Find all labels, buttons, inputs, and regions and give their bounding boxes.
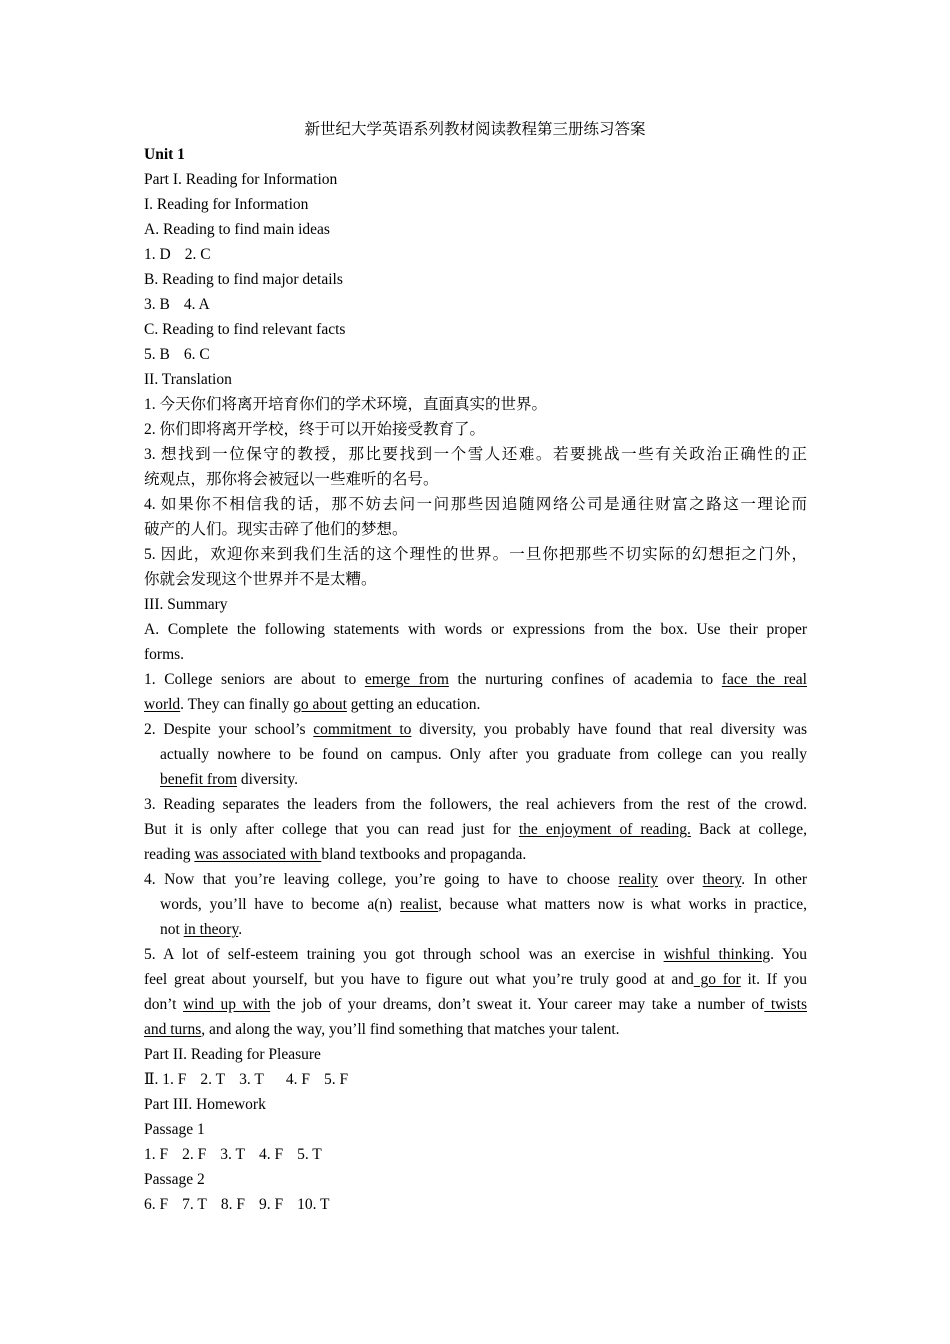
answer: 3. B (144, 296, 170, 313)
subsection-heading: C. Reading to find relevant facts (144, 321, 346, 338)
answer: 4. F (285, 1071, 310, 1088)
answer-blank: reality (618, 871, 659, 888)
summary-line (144, 692, 807, 717)
answer-line (144, 242, 807, 267)
text: . (238, 921, 243, 938)
text: the nurturing confines of academia to (448, 671, 722, 688)
text: diversity. (237, 771, 299, 788)
answer-blank: was associated with (194, 846, 322, 863)
answer: 1. D (144, 246, 171, 263)
text: Back at college, (690, 821, 807, 838)
answer: 5. B (144, 346, 170, 363)
answer-blank: wind up with (182, 996, 271, 1013)
instruction-line: A. Complete the following statements with words or expressions from the box. Use their proper (144, 621, 807, 638)
translation-line: 4. 如果你不相信我的话，那不妨去问一问那些因追随网络公司是通往财富之路这一理论而 (144, 496, 807, 513)
text: , because what matters now is what works in practice, (438, 896, 807, 913)
answer-blank: benefit from (160, 771, 238, 788)
summary-line (144, 967, 807, 992)
translation-line: 你就会发现这个世界并不是太糟。 (144, 571, 377, 588)
answer-blank: twists (764, 996, 807, 1013)
subsection-heading: A. Reading to find main ideas (144, 221, 330, 238)
answer: 3. T (239, 1071, 264, 1088)
summary-line (144, 942, 807, 967)
answer: 6. C (183, 346, 210, 363)
text: 1. College seniors are about to (144, 671, 365, 688)
answer-line (144, 1192, 807, 1217)
subsection-heading: B. Reading to find major details (144, 271, 343, 288)
text: 4. Now that you’re leaving college, you’re going to have to choose (144, 871, 619, 888)
translation-line: 1. 今天你们将离开培育你们的学术环境，直面真实的世界。 (144, 396, 548, 413)
part-heading: Part II. Reading for Pleasure (144, 1046, 321, 1063)
text: not (160, 921, 184, 938)
answer-line (144, 1067, 807, 1092)
answer: 1. F (144, 1146, 169, 1163)
text: But it is only after college that you can read just for (144, 821, 519, 838)
answer-blank: world (144, 696, 181, 713)
summary-line (144, 992, 807, 1017)
translation-line: 3. 想找到一位保守的教授，那比要找到一个雪人还难。若要挑战一些有关政治正确性的正 (144, 446, 807, 463)
summary-line (144, 817, 807, 842)
text: reading (144, 846, 195, 863)
text: don’t (144, 996, 183, 1013)
answer: 2. F (182, 1146, 207, 1163)
instruction-line: forms. (144, 646, 185, 663)
answer-blank: face the real (721, 671, 807, 688)
text: . In other (741, 871, 807, 888)
text: diversity, you probably have found that real diversity was (411, 721, 807, 738)
document-title: 新世纪大学英语系列教材阅读教程第三册练习答案 (304, 121, 646, 138)
text: words, you’ll have to become a(n) (160, 896, 401, 913)
answer: 2. C (184, 246, 211, 263)
answer-line (144, 1142, 807, 1167)
translation-line: 破产的人们。现实击碎了他们的梦想。 (144, 521, 408, 538)
answer-line (144, 342, 807, 367)
answer-blank: emerge from (364, 671, 449, 688)
summary-line (144, 767, 807, 792)
answer: 5. T (297, 1146, 322, 1163)
document-content (144, 117, 807, 1217)
translation-line: 统观点，那你将会被冠以一些难听的名号。 (144, 471, 439, 488)
part-heading: Part I. Reading for Information (144, 171, 338, 188)
section-heading: III. Summary (144, 596, 228, 613)
answer: 8. F (220, 1196, 245, 1213)
text: the job of your dreams, don’t sweat it. Your career may take a number of (270, 996, 765, 1013)
summary-line (144, 842, 807, 867)
text: getting an education. (346, 696, 481, 713)
answer: 9. F (258, 1196, 284, 1213)
answer-blank: commitment to (313, 721, 412, 738)
text: . They can finally (180, 696, 294, 713)
answer-line (144, 292, 807, 317)
answer-blank: go about (293, 696, 347, 713)
answer: 3. T (220, 1146, 245, 1163)
answer: Ⅱ. 1. F (144, 1071, 187, 1088)
text: it. If you (740, 971, 808, 988)
answer: 6. F (144, 1196, 169, 1213)
text: 5. A lot of self-esteem training you got through school was an exercise in (144, 946, 664, 963)
section-heading: I. Reading for Information (144, 196, 309, 213)
answer: 5. F (323, 1071, 349, 1088)
text: over (658, 871, 703, 888)
answer: 2. T (200, 1071, 226, 1088)
answer: 4. F (258, 1146, 284, 1163)
summary-line (144, 1017, 807, 1042)
text: bland textbooks and propaganda. (321, 846, 527, 863)
text: . You (770, 946, 807, 963)
answer-blank: in theory (183, 921, 239, 938)
summary-line (144, 892, 807, 917)
answer: 7. T (182, 1196, 207, 1213)
summary-line (144, 717, 807, 742)
summary-line: actually nowhere to be found on campus. Only after you graduate from college can you really (160, 746, 807, 763)
answer: 10. T (297, 1196, 330, 1213)
summary-line (144, 867, 807, 892)
text: 2. Despite your school’s (144, 721, 314, 738)
passage-heading: Passage 2 (144, 1171, 205, 1188)
answer: 4. A (183, 296, 210, 313)
translation-line: 5. 因此，欢迎你来到我们生活的这个理性的世界。一旦你把那些不切实际的幻想拒之门外， (144, 546, 807, 563)
text: , and along the way, you’ll find something that matches your talent. (201, 1021, 620, 1038)
summary-line (144, 917, 807, 942)
section-heading: II. Translation (144, 371, 232, 388)
summary-line (144, 667, 807, 692)
text: feel great about yourself, but you have to figure out what you’re truly good at and (144, 971, 694, 988)
translation-line: 2. 你们即将离开学校，终于可以开始接受教育了。 (144, 421, 486, 438)
answer-blank: theory (702, 871, 742, 888)
answer-blank: realist (400, 896, 438, 913)
passage-heading: Passage 1 (144, 1121, 205, 1138)
answer-blank: the enjoyment of reading. (518, 821, 691, 838)
summary-line: 3. Reading separates the leaders from the followers, the real achievers from the rest of the crowd. (144, 796, 807, 813)
answer-blank: and turns (144, 1021, 202, 1038)
answer-blank: wishful thinking (663, 946, 771, 963)
part-heading: Part III. Homework (144, 1096, 266, 1113)
answer-blank: go for (693, 971, 741, 988)
unit-heading: Unit 1 (144, 146, 185, 163)
